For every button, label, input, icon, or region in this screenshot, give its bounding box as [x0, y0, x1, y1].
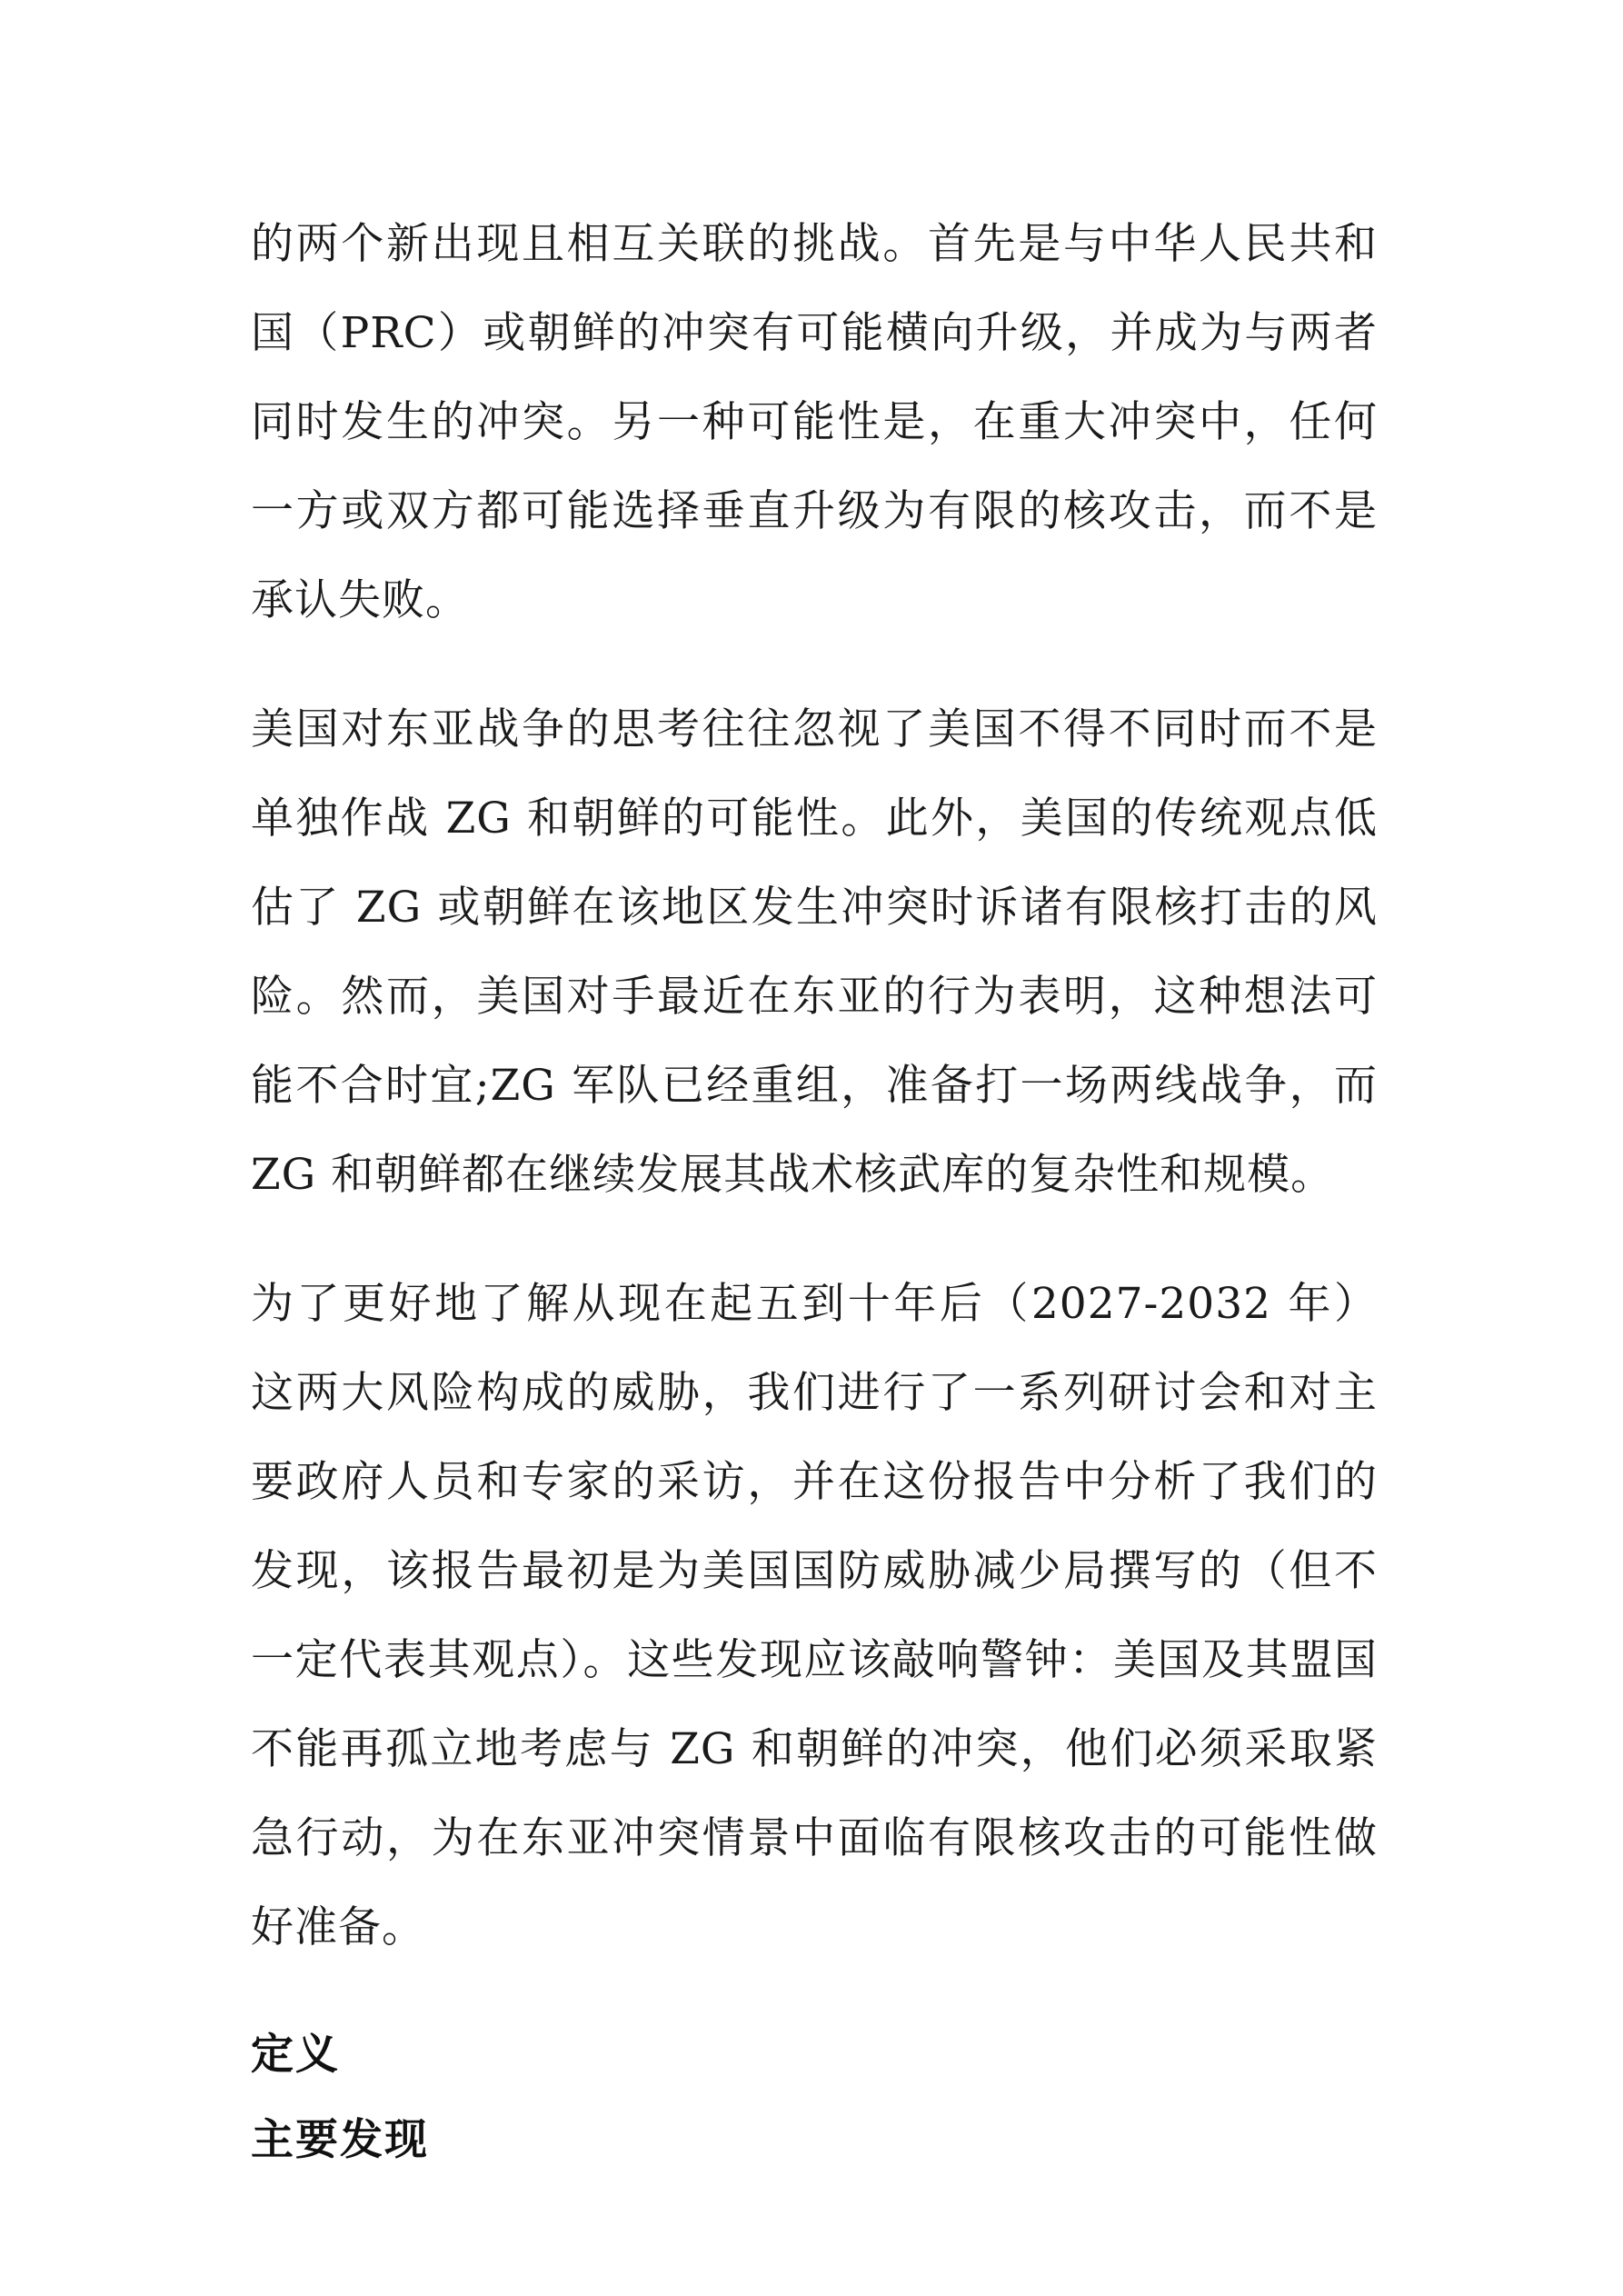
heading-definitions: 定义: [251, 2030, 340, 2080]
paragraph-findings-intro: 为了更好地了解从现在起五到十年后（2027-2032 年）这两大风险构成的威胁，我们进行了一系列研讨会和对主要政府人员和专家的采访，并在这份报告中分析了我们的发现，该报告最初是为美国国防威胁减少局撰写的（但不一定代表其观点）。这些发现应该敲响警钟：美国及其盟国不能再孤立地考虑与 ZG 和朝鲜的冲突，他们必须采取紧急行动，为在东亚冲突情景中面临有限核攻击的可能性做好准备。: [251, 1279, 1378, 1952]
paragraph-us-thinking: 美国对东亚战争的思考往往忽视了美国不得不同时而不是单独作战 ZG 和朝鲜的可能性。此外，美国的传统观点低估了 ZG 或朝鲜在该地区发生冲突时诉诸有限核打击的风险。然而，美国对手最近在东亚的行为表明，这种想法可能不合时宜;ZG 军队已经重组，准备打一场两线战争，而 ZG 和朝鲜都在继续发展其战术核武库的复杂性和规模。: [251, 704, 1378, 1200]
document-body: [251, 200, 1378, 2183]
heading-key-findings: 主要发现: [251, 2115, 429, 2165]
paragraph-challenges: 的两个新出现且相互关联的挑战。首先是与中华人民共和国（PRC）或朝鲜的冲突有可能横向升级，并成为与两者同时发生的冲突。另一种可能性是，在重大冲突中，任何一方或双方都可能选择垂直升级为有限的核攻击，而不是承认失败。: [251, 219, 1378, 625]
